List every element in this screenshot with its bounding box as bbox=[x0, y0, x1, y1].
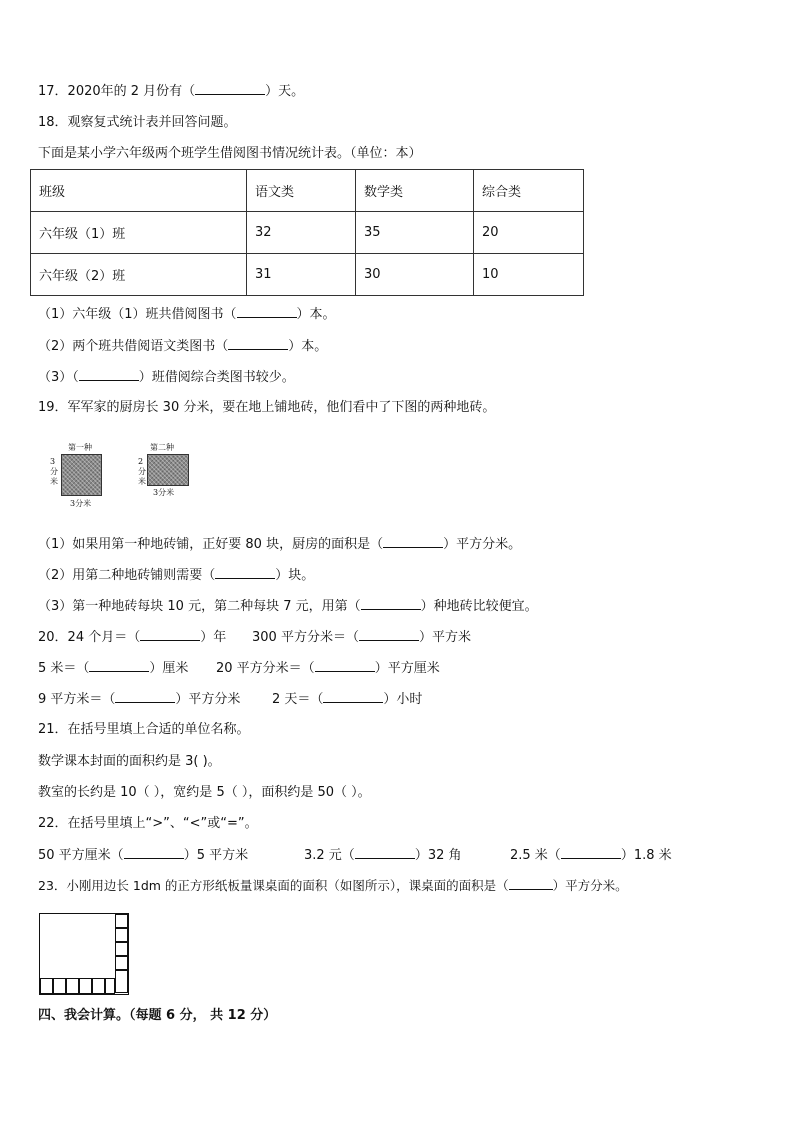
grid-square bbox=[92, 978, 105, 994]
q17-text-end: ）天。 bbox=[265, 84, 305, 99]
tile2-side-unit1: 分 bbox=[138, 467, 146, 476]
q22-a: 50 平方厘米（ ）5 平方米 bbox=[38, 848, 249, 863]
q18-table-caption: 下面是某小学六年级两个班学生借阅图书情况统计表。（单位：本） bbox=[38, 146, 422, 161]
tile2-side-num: 2 bbox=[138, 457, 144, 466]
q22-blank[interactable] bbox=[355, 846, 415, 859]
q17-answer-blank[interactable] bbox=[195, 82, 265, 95]
q20-blank[interactable] bbox=[315, 659, 375, 672]
q20-row3-b: 2 天＝（ ）小时 bbox=[272, 692, 423, 707]
q19-sub1: （1）如果用第一种地砖铺，正好要 80 块，厨房的面积是（ ）平方分米。 bbox=[38, 537, 522, 552]
q20-blank[interactable] bbox=[89, 659, 149, 672]
q20-row2-b: 20 平方分米＝（ ）平方厘米 bbox=[216, 661, 440, 676]
table-row bbox=[31, 254, 584, 296]
table-cell: 20 bbox=[474, 212, 584, 254]
grid-square bbox=[40, 978, 53, 994]
q17-text: 17．2020年的 2 月份有（ bbox=[38, 84, 196, 99]
grid-square bbox=[79, 978, 92, 994]
section4-heading: 四、我会计算。（每题 6 分， 共 12 分） bbox=[38, 1008, 277, 1023]
q20-blank[interactable] bbox=[140, 628, 200, 641]
q18-sub2-blank[interactable] bbox=[228, 337, 288, 350]
grid-square bbox=[115, 956, 128, 970]
q20-blank[interactable] bbox=[359, 628, 419, 641]
tile2-side-unit2: 米 bbox=[138, 477, 146, 486]
q22-blank[interactable] bbox=[561, 846, 621, 859]
tile2-bottom-label: 3分米 bbox=[153, 488, 175, 497]
q22-c: 2.5 米（ ）1.8 米 bbox=[510, 848, 672, 863]
table-cell: 32 bbox=[247, 212, 356, 254]
q20-row2-a: 5 米＝（ ）厘米 bbox=[38, 661, 189, 676]
borrowing-stats-table bbox=[30, 169, 584, 296]
q18-sub1: （1）六年级（1）班共借阅图书（ ）本。 bbox=[38, 307, 336, 322]
grid-square bbox=[53, 978, 66, 994]
q19-title: 19．军军家的厨房长 30 分米，要在地上铺地砖，他们看中了下图的两种地砖。 bbox=[38, 400, 496, 415]
grid-square bbox=[115, 914, 128, 928]
q18-sub2: （2）两个班共借阅语文类图书（ ）本。 bbox=[38, 339, 328, 354]
tile2-label: 第二种 bbox=[150, 443, 174, 452]
q18-sub1-blank[interactable] bbox=[237, 305, 297, 318]
table-header-cell: 班级 bbox=[31, 170, 247, 212]
q22-blank[interactable] bbox=[124, 846, 184, 859]
q21-line2: 教室的长约是 10（ ），宽约是 5（ ），面积约是 50（ ）。 bbox=[38, 785, 371, 800]
grid-square bbox=[66, 978, 79, 994]
q23-blank[interactable] bbox=[509, 877, 553, 890]
grid-square bbox=[115, 928, 128, 942]
table-cell: 10 bbox=[474, 254, 584, 296]
q20-row1-a: 20．24 个月＝（ ）年 bbox=[38, 630, 227, 645]
q21-line1: 数学课本封面的面积约是 3( )。 bbox=[38, 754, 221, 769]
q18-sub3-blank[interactable] bbox=[79, 368, 139, 381]
tile1-side-num: 3 bbox=[50, 457, 56, 466]
tile2-rectangle bbox=[147, 454, 189, 486]
table-header-cell: 数学类 bbox=[356, 170, 474, 212]
q20-row3-a: 9 平方米＝（ ）平方分米 bbox=[38, 692, 241, 707]
table-row bbox=[31, 212, 584, 254]
tile1-side-unit1: 分 bbox=[50, 467, 58, 476]
table-cell: 六年级（2）班 bbox=[31, 254, 247, 296]
q19-sub3: （3）第一种地砖每块 10 元，第二种每块 7 元，用第（ ）种地砖比较便宜。 bbox=[38, 599, 538, 614]
q20-blank[interactable] bbox=[115, 690, 175, 703]
table-header-cell: 语文类 bbox=[247, 170, 356, 212]
tile1-label: 第一种 bbox=[68, 443, 92, 452]
grid-square bbox=[105, 978, 115, 994]
grid-square bbox=[115, 970, 128, 993]
q21-title: 21．在括号里填上合适的单位名称。 bbox=[38, 722, 250, 737]
q17-line bbox=[38, 82, 304, 101]
table-cell: 六年级（1）班 bbox=[31, 212, 247, 254]
q22-b: 3.2 元（ ）32 角 bbox=[304, 848, 462, 863]
table-cell: 31 bbox=[247, 254, 356, 296]
table-cell: 35 bbox=[356, 212, 474, 254]
q18-sub3: （3）（ ）班借阅综合类图书较少。 bbox=[38, 370, 295, 385]
desk-surface-figure bbox=[39, 913, 129, 995]
q18-title: 18．观察复式统计表并回答问题。 bbox=[38, 115, 237, 130]
q20-row1-b: 300 平方分米＝（ ）平方米 bbox=[252, 630, 471, 645]
table-header-row bbox=[31, 170, 584, 212]
q23-line: 23．小刚用边长 1dm 的正方形纸板量课桌面的面积（如图所示），课桌面的面积是（ ）平方分米。 bbox=[38, 878, 628, 893]
table-cell: 30 bbox=[356, 254, 474, 296]
tile1-bottom-label: 3分米 bbox=[70, 499, 92, 508]
tile1-square bbox=[61, 454, 102, 496]
q19-sub2-blank[interactable] bbox=[215, 566, 275, 579]
q22-title: 22．在括号里填上“>”、“<”或“=”。 bbox=[38, 816, 258, 831]
tile1-side-unit2: 米 bbox=[50, 477, 58, 486]
q19-sub2: （2）用第二种地砖铺则需要（ ）块。 bbox=[38, 568, 315, 583]
q19-sub3-blank[interactable] bbox=[361, 597, 421, 610]
q19-sub1-blank[interactable] bbox=[383, 535, 443, 548]
grid-square bbox=[115, 942, 128, 956]
q20-blank[interactable] bbox=[323, 690, 383, 703]
table-header-cell: 综合类 bbox=[474, 170, 584, 212]
